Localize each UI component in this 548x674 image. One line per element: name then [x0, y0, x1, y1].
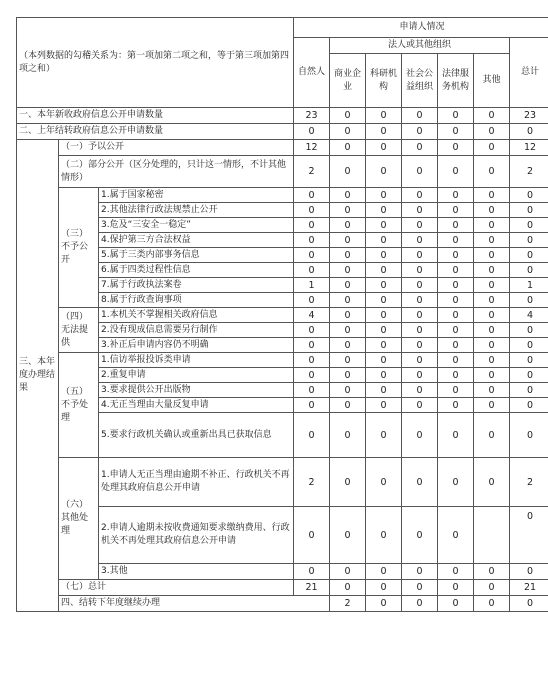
- cell: 0: [402, 188, 438, 203]
- cell: 0: [330, 108, 366, 124]
- cell: 0: [330, 263, 366, 278]
- row-label: 2.其他法律行政法规禁止公开: [99, 203, 294, 218]
- cell: 1: [294, 278, 330, 293]
- table-row: [17, 140, 548, 156]
- cell: 0: [438, 458, 474, 507]
- row-label: （一）予以公开: [59, 140, 294, 156]
- cell: 0: [438, 203, 474, 218]
- cell: 0: [330, 413, 366, 458]
- cell: 0: [366, 140, 402, 156]
- row-label: 2.重复申请: [99, 368, 294, 383]
- cell: 0: [366, 383, 402, 398]
- cell: 0: [474, 308, 510, 323]
- cell: 0: [366, 338, 402, 353]
- cell: 23: [294, 108, 330, 124]
- cell: 0: [294, 383, 330, 398]
- cell: 0: [438, 156, 474, 188]
- cell: 0: [510, 383, 548, 398]
- cell: 0: [474, 156, 510, 188]
- cell: 0: [294, 188, 330, 203]
- row-label: 5.属于三类内部事务信息: [99, 248, 294, 263]
- cell: 0: [294, 203, 330, 218]
- cell: 0: [474, 263, 510, 278]
- cell: 0: [438, 124, 474, 140]
- cell: 0: [366, 308, 402, 323]
- header-social: 社会公益组织: [402, 54, 438, 108]
- row-label: 3.其他: [99, 564, 294, 580]
- cell: 0: [438, 338, 474, 353]
- group-label: （六）其他处理: [59, 458, 99, 580]
- cell: 0: [510, 338, 548, 353]
- cell: 0: [474, 564, 510, 580]
- cell: 0: [294, 233, 330, 248]
- table-row: [17, 596, 548, 612]
- cell: 0: [438, 353, 474, 368]
- cell: 0: [510, 353, 548, 368]
- row-label: 1.申请人无正当理由逾期不补正、行政机关不再处理其政府信息公开申请: [99, 458, 294, 507]
- header-total: 总计: [510, 38, 548, 108]
- row-label: 1.信访举报投诉类申请: [99, 353, 294, 368]
- header-commercial: 商业企业: [330, 54, 366, 108]
- cell: 0: [366, 458, 402, 507]
- cell: 0: [366, 248, 402, 263]
- cell: 0: [438, 108, 474, 124]
- cell: 0: [330, 140, 366, 156]
- cell: 0: [330, 203, 366, 218]
- cell: 0: [366, 413, 402, 458]
- header-natural: 自然人: [294, 38, 330, 108]
- cell: 12: [294, 140, 330, 156]
- cell: 0: [330, 248, 366, 263]
- cell: 0: [438, 368, 474, 383]
- table-row: [17, 458, 548, 507]
- cell: 21: [294, 580, 330, 596]
- cell: 0: [474, 248, 510, 263]
- cell: 0: [438, 596, 474, 612]
- cell: 0: [330, 308, 366, 323]
- cell: 0: [474, 353, 510, 368]
- cell: 0: [438, 248, 474, 263]
- cell: 0: [402, 156, 438, 188]
- cell: 0: [510, 368, 548, 383]
- cell: 0: [402, 323, 438, 338]
- cell: 0: [330, 156, 366, 188]
- cell: 12: [510, 140, 548, 156]
- cell: 2: [294, 458, 330, 507]
- cell: [474, 507, 510, 564]
- cell: 0: [366, 233, 402, 248]
- cell: 0: [402, 398, 438, 413]
- cell: 0: [474, 596, 510, 612]
- cell: 0: [402, 263, 438, 278]
- cell: 0: [510, 596, 548, 612]
- cell: 0: [366, 218, 402, 233]
- row-label: 四、结转下年度继续办理: [59, 596, 330, 612]
- cell: 0: [402, 564, 438, 580]
- cell: 0: [510, 293, 548, 308]
- cell: 0: [438, 564, 474, 580]
- cell: 0: [474, 233, 510, 248]
- cell: 0: [438, 293, 474, 308]
- row-label: 2.没有现成信息需要另行制作: [99, 323, 294, 338]
- cell: 0: [510, 233, 548, 248]
- cell: 0: [438, 323, 474, 338]
- row-label: 8.属于行政查询事项: [99, 293, 294, 308]
- cell: 0: [294, 368, 330, 383]
- cell: 0: [402, 413, 438, 458]
- cell: 0: [438, 383, 474, 398]
- cell: 0: [474, 383, 510, 398]
- cell: 2: [510, 156, 548, 188]
- cell: 0: [474, 368, 510, 383]
- cell: 1: [510, 278, 548, 293]
- row-label: 2.申请人逾期未按收费通知要求缴纳费用、行政机关不再处理其政府信息公开申请: [99, 507, 294, 564]
- cell: 0: [474, 140, 510, 156]
- cell: 0: [366, 580, 402, 596]
- cell: 0: [402, 596, 438, 612]
- cell: 0: [474, 398, 510, 413]
- cell: 0: [474, 293, 510, 308]
- cell: 0: [366, 293, 402, 308]
- cell: 0: [402, 383, 438, 398]
- cell: 0: [510, 203, 548, 218]
- cell: 0: [366, 156, 402, 188]
- cell: 0: [474, 323, 510, 338]
- cell: 0: [366, 278, 402, 293]
- cell: 0: [366, 124, 402, 140]
- cell: 0: [402, 124, 438, 140]
- group-label: （四）无法提供: [59, 308, 99, 353]
- cell: 0: [330, 218, 366, 233]
- cell: 0: [366, 108, 402, 124]
- row-label: 二、上年结转政府信息公开申请数量: [17, 124, 294, 140]
- group-label: （五）不予处理: [59, 353, 99, 458]
- cell: 0: [366, 564, 402, 580]
- cell: 0: [438, 308, 474, 323]
- cell: 0: [474, 338, 510, 353]
- cell: 0: [402, 140, 438, 156]
- cell: 0: [402, 338, 438, 353]
- cell: 0: [510, 124, 548, 140]
- cell: 0: [510, 263, 548, 278]
- cell: 0: [510, 323, 548, 338]
- cell: 0: [474, 580, 510, 596]
- cell: 0: [402, 507, 438, 564]
- header-note: （本列数据的勾稽关系为：第一项加第二项之和，等于第三项加第四项之和）: [17, 18, 294, 108]
- cell: 0: [438, 413, 474, 458]
- header-legal: 法人或其他组织: [330, 38, 510, 54]
- table-row: [17, 156, 548, 188]
- cell: 23: [510, 108, 548, 124]
- cell: 0: [330, 323, 366, 338]
- cell: 0: [402, 108, 438, 124]
- cell: 0: [330, 278, 366, 293]
- cell: 0: [474, 124, 510, 140]
- cell: 0: [330, 353, 366, 368]
- group-label: （三）不予公开: [59, 188, 99, 308]
- cell: 0: [474, 203, 510, 218]
- cell: 0: [510, 413, 548, 458]
- cell: 0: [294, 353, 330, 368]
- table-row: [17, 108, 548, 124]
- cell: 0: [330, 398, 366, 413]
- cell: 0: [402, 308, 438, 323]
- header-law: 法律服务机构: [438, 54, 474, 108]
- cell: 0: [438, 233, 474, 248]
- cell: 0: [294, 218, 330, 233]
- cell: 0: [294, 413, 330, 458]
- row-label: 3.补正后申请内容仍不明确: [99, 338, 294, 353]
- cell: 0: [510, 398, 548, 413]
- cell: 4: [510, 308, 548, 323]
- cell: 0: [402, 580, 438, 596]
- cell: 0: [330, 564, 366, 580]
- cell: 0: [510, 218, 548, 233]
- cell: 0: [510, 507, 548, 564]
- header-applicant: 申请人情况: [294, 18, 548, 38]
- cell: 0: [402, 248, 438, 263]
- cell: 0: [438, 398, 474, 413]
- header-research: 科研机构: [366, 54, 402, 108]
- cell: 0: [402, 218, 438, 233]
- cell: 0: [438, 188, 474, 203]
- row-label: （二）部分公开（区分处理的，只计这一情形，不计其他情形）: [59, 156, 294, 188]
- row-label: 4.保护第三方合法权益: [99, 233, 294, 248]
- cell: 0: [402, 353, 438, 368]
- section-3-label: 三、本年度办理结果: [17, 140, 59, 612]
- cell: 2: [294, 156, 330, 188]
- cell: 0: [366, 368, 402, 383]
- cell: 21: [510, 580, 548, 596]
- cell: 0: [402, 203, 438, 218]
- cell: 0: [474, 458, 510, 507]
- row-label: 4.无正当理由大量反复申请: [99, 398, 294, 413]
- cell: 0: [294, 398, 330, 413]
- cell: 0: [330, 124, 366, 140]
- cell: 0: [330, 580, 366, 596]
- cell: 0: [474, 108, 510, 124]
- cell: 0: [294, 323, 330, 338]
- row-label: 3.要求提供公开出版物: [99, 383, 294, 398]
- cell: 0: [474, 278, 510, 293]
- cell: 0: [294, 124, 330, 140]
- cell: 0: [330, 338, 366, 353]
- cell: 0: [330, 293, 366, 308]
- cell: 0: [474, 188, 510, 203]
- cell: 0: [402, 293, 438, 308]
- cell: 2: [330, 596, 366, 612]
- cell: 0: [294, 293, 330, 308]
- cell: 0: [330, 188, 366, 203]
- table-row: [17, 580, 548, 596]
- cell: 0: [438, 278, 474, 293]
- cell: 0: [366, 323, 402, 338]
- cell: 0: [402, 233, 438, 248]
- cell: 0: [294, 564, 330, 580]
- row-label: 6.属于四类过程性信息: [99, 263, 294, 278]
- cell: 0: [330, 233, 366, 248]
- row-label: 1.本机关不掌握相关政府信息: [99, 308, 294, 323]
- row-label: （七）总计: [59, 580, 294, 596]
- cell: 0: [294, 507, 330, 564]
- cell: 0: [402, 458, 438, 507]
- table-row: [17, 188, 548, 203]
- cell: 0: [438, 507, 474, 564]
- cell: 0: [510, 188, 548, 203]
- row-label: 7.属于行政执法案卷: [99, 278, 294, 293]
- cell: 0: [330, 383, 366, 398]
- cell: 0: [510, 248, 548, 263]
- cell: 0: [438, 218, 474, 233]
- cell: 0: [438, 263, 474, 278]
- cell: 0: [474, 413, 510, 458]
- cell: 0: [330, 458, 366, 507]
- cell: 0: [366, 507, 402, 564]
- cell: 0: [438, 580, 474, 596]
- gov-info-disclosure-table: [16, 17, 548, 612]
- cell: 0: [402, 278, 438, 293]
- cell: 0: [330, 507, 366, 564]
- cell: 0: [366, 353, 402, 368]
- table-row: [17, 124, 548, 140]
- header-other: 其他: [474, 54, 510, 108]
- row-label: 3.危及“三安全一稳定”: [99, 218, 294, 233]
- cell: 0: [330, 368, 366, 383]
- cell: 0: [366, 203, 402, 218]
- row-label: 1.属于国家秘密: [99, 188, 294, 203]
- cell: 0: [402, 368, 438, 383]
- table-row: [17, 353, 548, 368]
- cell: 0: [510, 564, 548, 580]
- cell: 0: [366, 188, 402, 203]
- cell: 0: [366, 596, 402, 612]
- cell: 0: [294, 263, 330, 278]
- cell: 2: [510, 458, 548, 507]
- cell: 0: [294, 338, 330, 353]
- row-label: 5.要求行政机关确认或重新出具已获取信息: [99, 413, 294, 458]
- cell: 0: [294, 248, 330, 263]
- row-label: 一、本年新收政府信息公开申请数量: [17, 108, 294, 124]
- cell: 0: [366, 398, 402, 413]
- table-row: [17, 308, 548, 323]
- cell: 0: [438, 140, 474, 156]
- cell: 4: [294, 308, 330, 323]
- cell: 0: [366, 263, 402, 278]
- cell: 0: [474, 218, 510, 233]
